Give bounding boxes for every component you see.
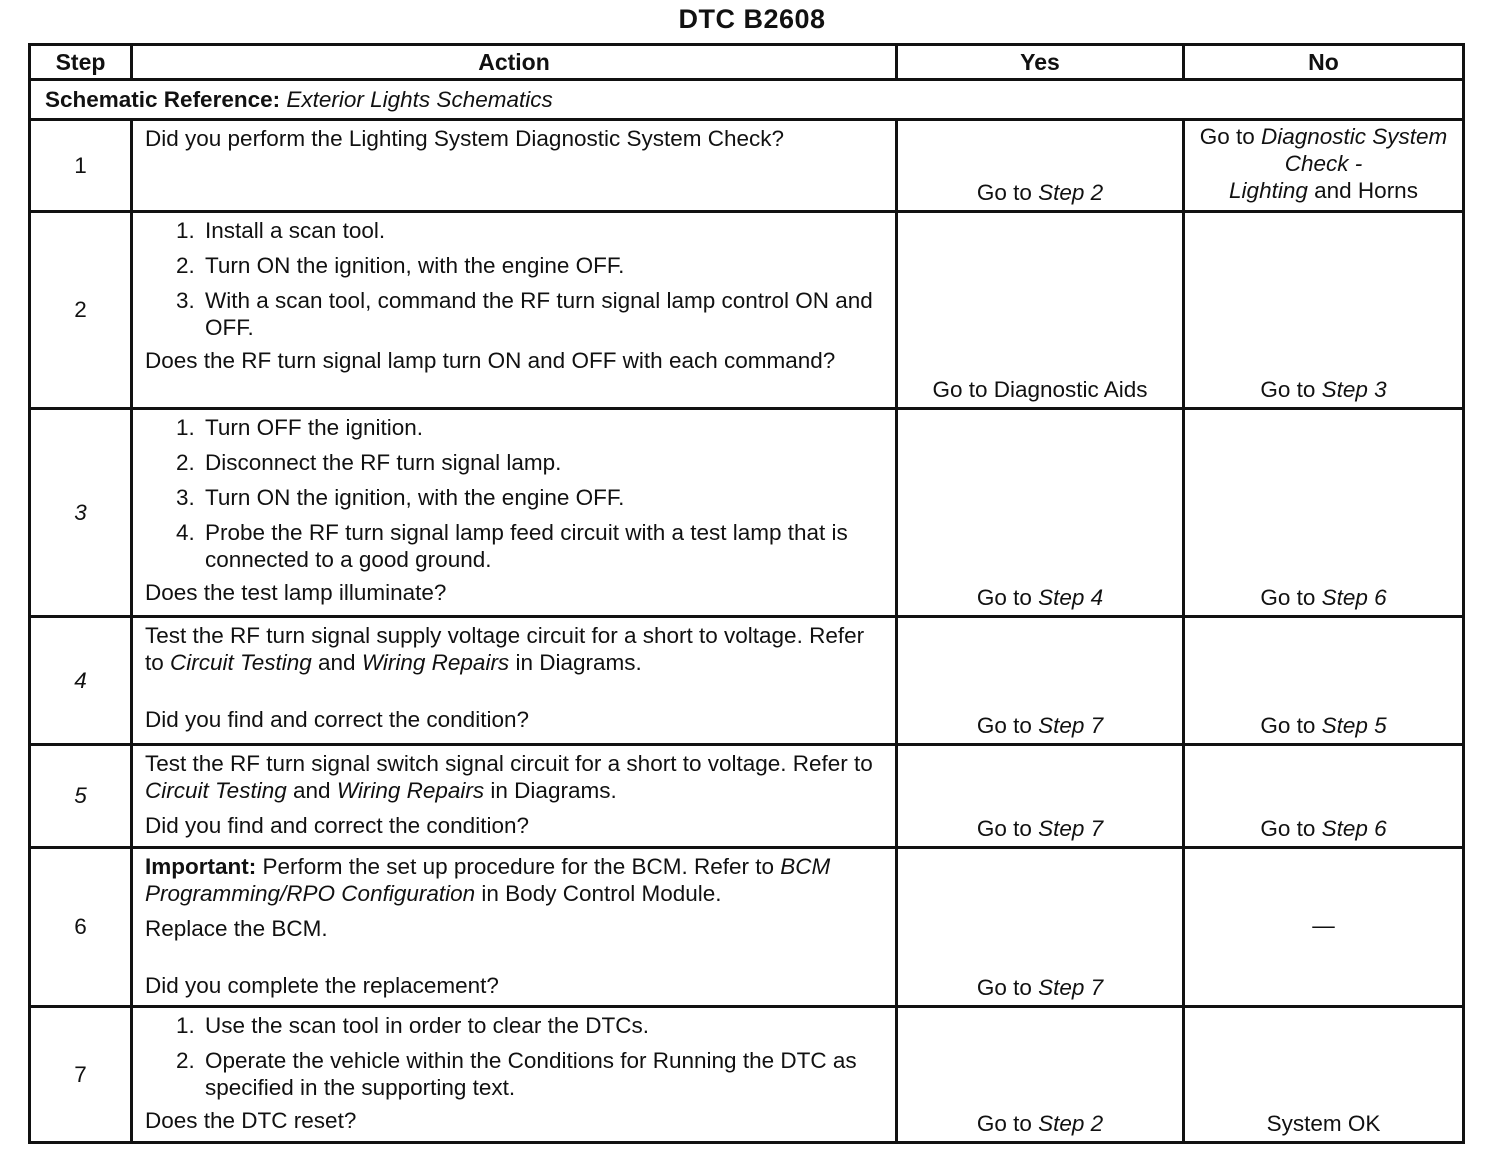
go-to-text: Go to bbox=[1199, 124, 1255, 149]
instruction-text bbox=[145, 750, 885, 804]
go-to-text: Go to bbox=[976, 180, 1032, 205]
go-to-text: Go to bbox=[976, 975, 1032, 1000]
go-to-text: Go to bbox=[976, 816, 1032, 841]
list-item: 2. Operate the vehicle within the Conditions for Running the DTC as specified in the supporting text. bbox=[201, 1047, 885, 1101]
go-to-text: Go to bbox=[1260, 585, 1316, 610]
list-item: 2. Turn ON the ignition, with the engine OFF. bbox=[201, 252, 885, 279]
schematic-row bbox=[30, 80, 1464, 120]
go-to-text: Go to bbox=[976, 1111, 1032, 1136]
step-number-text: 3 bbox=[74, 499, 87, 525]
list-item: 2. Disconnect the RF turn signal lamp. bbox=[201, 449, 885, 476]
table-row bbox=[30, 212, 1464, 409]
no-suffix: and Horns bbox=[1314, 178, 1418, 203]
no-link[interactable]: Step 6 bbox=[1321, 816, 1387, 841]
important-tail: in Body Control Module. bbox=[481, 881, 722, 906]
table-row bbox=[30, 745, 1464, 848]
go-to-text: Go to bbox=[1260, 816, 1316, 841]
action-cell bbox=[132, 617, 897, 745]
header-row bbox=[30, 45, 1464, 80]
table-row bbox=[30, 848, 1464, 1007]
diagnostic-table bbox=[28, 43, 1465, 1144]
step-number-text: 4 bbox=[74, 667, 87, 693]
go-to-text: Go to bbox=[976, 713, 1032, 738]
system-ok-text: System OK bbox=[1266, 1111, 1381, 1136]
no-link[interactable]: Step 3 bbox=[1321, 377, 1387, 402]
question-text: Does the DTC reset? bbox=[145, 1108, 357, 1133]
step-number: 1 bbox=[30, 120, 132, 212]
step-number bbox=[30, 409, 132, 617]
yes-link[interactable]: Step 7 bbox=[1038, 713, 1104, 738]
step-list bbox=[145, 414, 885, 573]
step-number bbox=[30, 745, 132, 848]
action-cell bbox=[132, 409, 897, 617]
go-to-text: Go to bbox=[1260, 713, 1316, 738]
action-cell bbox=[132, 745, 897, 848]
page-title: DTC B2608 bbox=[678, 4, 826, 34]
list-item: 1. Use the scan tool in order to clear the DTCs. bbox=[201, 1012, 885, 1039]
no-cell bbox=[1184, 409, 1464, 617]
wiring-repairs-link[interactable]: Wiring Repairs bbox=[361, 650, 510, 675]
yes-cell bbox=[897, 848, 1184, 1007]
no-cell bbox=[1184, 1007, 1464, 1143]
instruction-part: Test the RF turn signal switch signal circuit for a short to voltage. Refer to bbox=[145, 751, 873, 776]
table-row bbox=[30, 409, 1464, 617]
important-note bbox=[145, 853, 885, 907]
no-cell bbox=[1184, 745, 1464, 848]
yes-link[interactable]: Step 2 bbox=[1038, 180, 1104, 205]
action-cell bbox=[132, 1007, 897, 1143]
header-no: No bbox=[1184, 45, 1464, 80]
instruction-tail: in Diagrams. bbox=[515, 650, 642, 675]
circuit-testing-link[interactable]: Circuit Testing bbox=[145, 778, 287, 803]
question-text: Does the test lamp illuminate? bbox=[145, 580, 447, 605]
no-link[interactable]: Step 5 bbox=[1321, 713, 1387, 738]
question-text: Did you complete the replacement? bbox=[145, 973, 499, 998]
step-number: 2 bbox=[30, 212, 132, 409]
header-yes: Yes bbox=[897, 45, 1184, 80]
go-to-text: Go to bbox=[1260, 377, 1316, 402]
instruction-text bbox=[145, 622, 885, 676]
instruction-part: Test the RF turn signal supply voltage circuit for a short to voltage. Refer to bbox=[145, 623, 865, 675]
important-label: Important: bbox=[145, 854, 257, 879]
and-text: and bbox=[318, 650, 356, 675]
step-list bbox=[145, 217, 885, 341]
header-action: Action bbox=[132, 45, 897, 80]
yes-cell bbox=[897, 120, 1184, 212]
yes-link[interactable]: Step 2 bbox=[1038, 1111, 1104, 1136]
question-text: Does the RF turn signal lamp turn ON and OFF with each command? bbox=[145, 348, 836, 373]
question-text: Did you find and correct the condition? bbox=[145, 707, 529, 732]
list-item: 3. With a scan tool, command the RF turn signal lamp control ON and OFF. bbox=[201, 287, 885, 341]
no-cell bbox=[1184, 848, 1464, 1007]
step-number: 7 bbox=[30, 1007, 132, 1143]
no-cell bbox=[1184, 120, 1464, 212]
yes-cell bbox=[897, 617, 1184, 745]
yes-cell bbox=[897, 745, 1184, 848]
list-item: 4. Probe the RF turn signal lamp feed circuit with a test lamp that is connected to a good ground. bbox=[201, 519, 885, 573]
action-cell bbox=[132, 120, 897, 212]
table-row bbox=[30, 120, 1464, 212]
question-text: Did you find and correct the condition? bbox=[145, 813, 529, 838]
no-link[interactable]: Diagnostic System Check - bbox=[1260, 124, 1448, 176]
step-number-text: 5 bbox=[74, 783, 87, 808]
wiring-repairs-link[interactable]: Wiring Repairs bbox=[336, 778, 485, 803]
header-step: Step bbox=[30, 45, 132, 80]
yes-link[interactable]: Step 7 bbox=[1038, 975, 1104, 1000]
step-number: 6 bbox=[30, 848, 132, 1007]
circuit-testing-link[interactable]: Circuit Testing bbox=[170, 650, 312, 675]
yes-cell bbox=[897, 409, 1184, 617]
bcm-programming-link[interactable]: BCM Programming/RPO Configuration bbox=[145, 854, 831, 906]
important-text: Perform the set up procedure for the BCM. Refer to bbox=[262, 854, 774, 879]
go-to-text: Go to bbox=[976, 585, 1032, 610]
yes-link[interactable]: Go to Diagnostic Aids bbox=[932, 377, 1148, 402]
schematic-reference bbox=[30, 80, 1464, 120]
action-cell bbox=[132, 212, 897, 409]
schematic-label: Schematic Reference: bbox=[45, 86, 281, 112]
question-text: Did you perform the Lighting System Diagnostic System Check? bbox=[145, 126, 785, 151]
yes-link[interactable]: Step 4 bbox=[1038, 585, 1104, 610]
instruction-tail: in Diagrams. bbox=[490, 778, 617, 803]
yes-cell bbox=[897, 212, 1184, 409]
yes-cell bbox=[897, 1007, 1184, 1143]
no-dash: — bbox=[1312, 912, 1335, 938]
no-link[interactable]: Step 6 bbox=[1321, 585, 1387, 610]
yes-link[interactable]: Step 7 bbox=[1038, 816, 1104, 841]
list-item: 1. Turn OFF the ignition. bbox=[201, 414, 885, 441]
table-row bbox=[30, 1007, 1464, 1143]
no-link-lighting[interactable]: Lighting bbox=[1229, 178, 1308, 203]
step-number bbox=[30, 617, 132, 745]
table-row bbox=[30, 617, 1464, 745]
action-cell bbox=[132, 848, 897, 1007]
schematic-link[interactable]: Exterior Lights Schematics bbox=[286, 86, 553, 112]
no-cell bbox=[1184, 617, 1464, 745]
step-list bbox=[145, 1012, 885, 1101]
list-item: 1. Install a scan tool. bbox=[201, 217, 885, 244]
list-item: 3. Turn ON the ignition, with the engine OFF. bbox=[201, 484, 885, 511]
and-text: and bbox=[293, 778, 331, 803]
no-cell bbox=[1184, 212, 1464, 409]
instruction-text: Replace the BCM. bbox=[145, 916, 328, 941]
